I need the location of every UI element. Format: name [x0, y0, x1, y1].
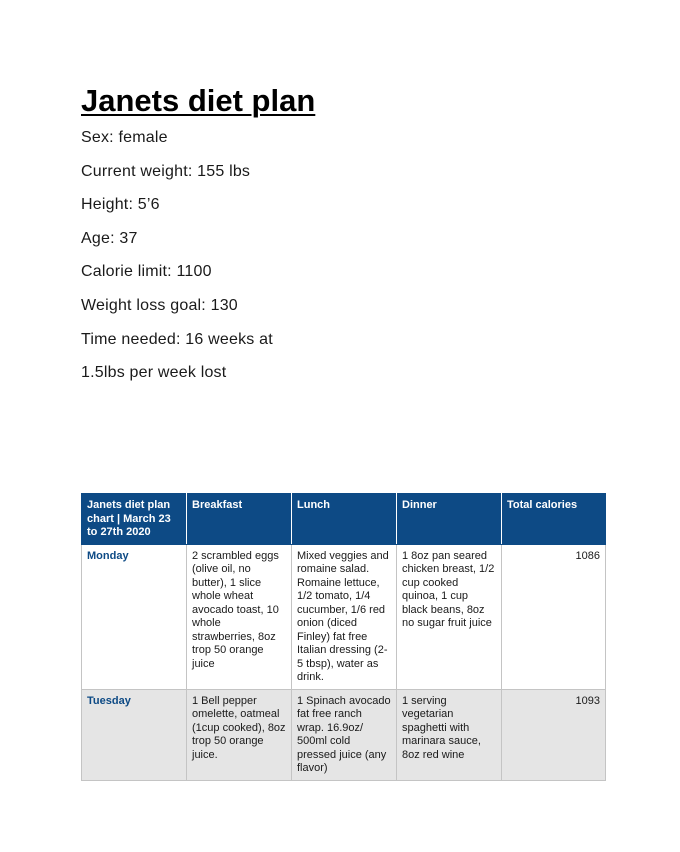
- row-lunch: 1 Spinach avocado fat free ranch wrap. 16.9oz/ 500ml cold pressed juice (any flavor): [292, 689, 397, 780]
- info-current-weight: Current weight: 155 lbs: [81, 162, 251, 180]
- row-day: Tuesday: [82, 689, 187, 780]
- diet-plan-table: [81, 493, 606, 781]
- info-calorie-limit: Calorie limit: 1100: [81, 263, 212, 281]
- info-time-needed: Time needed: 16 weeks at: [81, 330, 273, 348]
- header-total-calories: Total calories: [502, 494, 606, 545]
- info-rate: 1.5lbs per week lost: [81, 364, 227, 382]
- table-row: [82, 544, 606, 689]
- table-row: [82, 689, 606, 780]
- header-breakfast: Breakfast: [187, 494, 292, 545]
- table-header-row: [82, 494, 606, 545]
- row-day: Monday: [82, 544, 187, 689]
- info-age: Age: 37: [81, 229, 138, 247]
- row-breakfast: 1 Bell pepper omelette, oatmeal (1cup cooked), 8oz trop 50 orange juice.: [187, 689, 292, 780]
- row-lunch: Mixed veggies and romaine salad. Romaine lettuce, 1/2 tomato, 1/4 cucumber, 1/6 red onion (diced Finley) fat free Italian dressing (2-5 tbsp), water as drink.: [292, 544, 397, 689]
- header-lunch: Lunch: [292, 494, 397, 545]
- info-sex: Sex: female: [81, 129, 168, 146]
- row-dinner: 1 8oz pan seared chicken breast, 1/2 cup cooked quinoa, 1 cup black beans, 8oz no sugar fruit juice: [397, 544, 502, 689]
- row-calories: 1093: [502, 689, 606, 780]
- row-breakfast: 2 scrambled eggs (olive oil, no butter), 1 slice whole wheat avocado toast, 10 whole strawberries, 8oz trop 50 orange juice: [187, 544, 292, 689]
- row-calories: 1086: [502, 544, 606, 689]
- info-height: Height: 5’6: [81, 196, 160, 214]
- info-weight-loss-goal: Weight loss goal: 130: [81, 296, 238, 314]
- row-dinner: 1 serving vegetarian spaghetti with marinara sauce, 8oz red wine: [397, 689, 502, 780]
- profile-info-list: [81, 121, 273, 390]
- header-dinner: Dinner: [397, 494, 502, 545]
- page-title: Janets diet plan: [81, 83, 316, 118]
- header-plan-title: Janets diet plan chart | March 23 to 27th 2020: [82, 494, 187, 545]
